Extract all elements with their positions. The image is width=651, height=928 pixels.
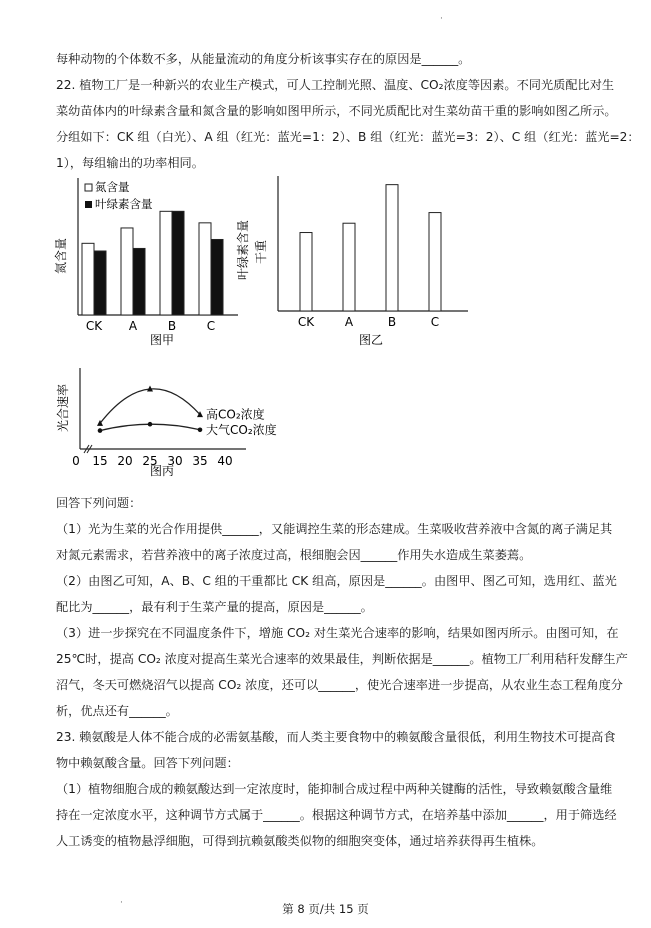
x-tick-CK: CK [85, 319, 103, 333]
x-tick-B: B [167, 319, 177, 333]
question-23-line-2: 物中赖氨酸含量。回答下列问题： [56, 756, 239, 770]
chart-yi-title: 图乙 [358, 333, 384, 347]
bar-B-chlorophyll [172, 211, 184, 315]
q22-part3-line-2: 25℃时，提高 CO₂ 浓度对提高生菜光合速率的效果最佳，判断依据是______。植物工厂利用秸秆发酵生产 [56, 652, 628, 666]
bar-dry-weight-CK [300, 233, 312, 311]
q23-part1-line-3: 人工诱变的植物悬浮细胞，可得到抗赖氨酸类似物的细胞突变体，通过培养获得再生植株。 [56, 834, 544, 848]
q23-part1-line-2: 持在一定浓度水平，这种调节方式属于______。根据这种调节方式，在培养基中添加______，用于筛选经 [56, 808, 617, 822]
chart-jia [52, 174, 248, 346]
question-22-line-1: 22. 植物工厂是一种新兴的农业生产模式，可人工控制光照、温度、CO₂浓度等因素。不同光质配比对生 [56, 78, 615, 92]
series-1-point-0 [98, 428, 103, 433]
legend-label-nitrogen: 氮含量 [95, 180, 130, 194]
chart-bing [56, 362, 316, 482]
q22-part3-line-4: 析，优点还有______。 [56, 704, 178, 718]
q22-part3-line-1: （3）进一步探究在不同温度条件下，增施 CO₂ 对生菜光合速率的影响，结果如图丙所示。由图可知，在 [56, 626, 619, 640]
bottom-dot: · [120, 898, 123, 908]
legend-swatch-chlorophyll [85, 201, 92, 208]
series-label-1: 大气CO₂浓度 [206, 422, 277, 437]
chart-bing-ylabel: 光合速率 [56, 383, 70, 433]
bar-dry-weight-C [429, 213, 441, 311]
q22-part2-line-2: 配比为______，最有利于生菜产量的提高，原因是______。 [56, 600, 373, 614]
legend-label-chlorophyll: 叶绿素含量 [95, 197, 153, 211]
chart-yi-bars [300, 185, 441, 311]
chart-jia-bars [82, 211, 223, 315]
chart-bing-title: 图丙 [149, 464, 175, 478]
bar-dry-weight-B [386, 185, 398, 311]
series-1-point-2 [198, 428, 203, 433]
question-23-line-1: 23. 赖氨酸是人体不能合成的必需氨基酸，而人类主要食物中的赖氨酸含量很低，利用生物技术可提高食 [56, 730, 616, 744]
chart-yi [254, 172, 474, 348]
q22-part2-line-1: （2）由图乙可知，A、B、C 组的干重都比 CK 组高，原因是______。由图甲、图乙可知，选用红、蓝光 [56, 574, 617, 588]
bar-dry-weight-A [343, 223, 355, 311]
page-footer: 第 8 页/共 15 页 [282, 902, 369, 916]
x-tick-C: C [206, 319, 216, 333]
bar-C-chlorophyll [211, 239, 223, 315]
legend-swatch-nitrogen [85, 184, 92, 191]
chart-jia-ylabel: 氮含量 [54, 237, 68, 275]
series-label-0: 高CO₂浓度 [206, 407, 265, 422]
question-22-line-2: 菜幼苗体内的叶绿素含量和氮含量的影响如图甲所示，不同光质配比对生菜幼苗干重的影响如图乙所示。 [56, 104, 617, 118]
x-tick-20: 20 [117, 454, 133, 468]
bar-CK-chlorophyll [94, 251, 106, 315]
x-tick-30: 30 [167, 454, 183, 468]
x-tick-B: B [387, 315, 397, 329]
chart-yi-ticks [298, 315, 439, 329]
x-tick-35: 35 [192, 454, 208, 468]
chart-jia-ylabel-right: 叶绿素含量 [236, 219, 250, 281]
question-22-line-4: 1），每组输出的功率相同。 [56, 156, 204, 170]
answer-prompt: 回答下列问题： [56, 496, 142, 510]
bar-A-chlorophyll [133, 248, 145, 315]
x-tick-15: 15 [92, 454, 108, 468]
chart-bing-series [97, 386, 277, 437]
x-tick-A: A [128, 319, 138, 333]
bar-B-nitrogen [160, 211, 172, 315]
chart-jia-legend [85, 180, 153, 211]
top-dot: · [440, 14, 443, 24]
series-1-point-1 [148, 422, 153, 427]
q22-part1-line-2: 对氮元素需求，若营养液中的离子浓度过高，根细胞会因______作用失水造成生菜萎蔫。 [56, 548, 532, 562]
x-tick-CK: CK [297, 315, 315, 329]
x-tick-A: A [344, 315, 354, 329]
series-line-0 [100, 389, 200, 424]
q22-part3-line-3: 沼气，冬天可燃烧沼气以提高 CO₂ 浓度，还可以______，使光合速率进一步提高，从农业生态工程角度分 [56, 678, 623, 692]
q23-part1-line-1: （1）植物细胞合成的赖氨酸达到一定浓度时，能抑制合成过程中两种关键酶的活性，导致赖氨酸含量维 [56, 782, 613, 796]
question-22-line-3: 分组如下：CK 组（白光）、A 组（红光：蓝光=1：2）、B 组（红光：蓝光=3：2）、C 组（红光：蓝光=2： [56, 130, 640, 144]
x-tick-25: 25 [142, 454, 158, 468]
bar-C-nitrogen [199, 223, 211, 315]
bar-CK-nitrogen [82, 243, 94, 315]
x-tick-0: 0 [72, 454, 80, 468]
chart-jia-title: 图甲 [149, 333, 175, 347]
text-line-1: 每种动物的个体数不多，从能量流动的角度分析该事实存在的原因是______。 [56, 52, 471, 66]
x-tick-40: 40 [217, 454, 233, 468]
bar-A-nitrogen [121, 228, 133, 315]
chart-yi-ylabel: 干重 [254, 239, 268, 265]
x-tick-C: C [430, 315, 440, 329]
q22-part1-line-1: （1）光为生菜的光合作用提供______，又能调控生菜的形态建成。生菜吸收营养液中含氮的离子满足其 [56, 522, 613, 536]
chart-jia-ticks [86, 319, 215, 333]
